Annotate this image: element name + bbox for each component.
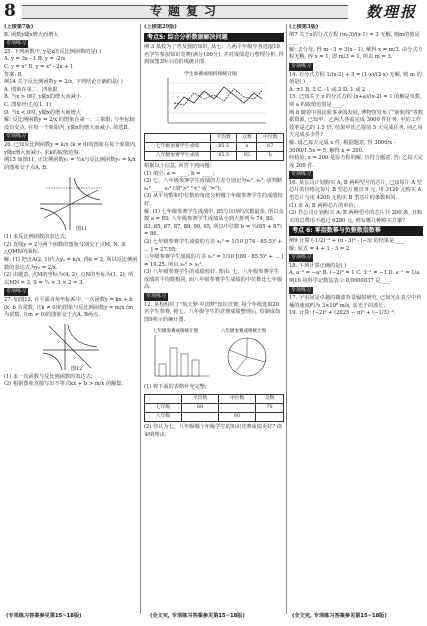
text-line: (3) 从平均数和中位数的角度分析哪个年级参赛学生的成绩较好.: [144, 193, 283, 207]
text-line: (2) 七年级参赛学生成绩的方差 s₁² = 1/10 [(74 - 85.5)² + ... ] = 27.05;: [144, 238, 283, 253]
exercise-label: 专项练习: [6, 133, 27, 140]
bar-chart-title: 七年级参赛成绩统计图: [153, 329, 198, 335]
text-line: 14. 若分式方程 1/(x-2) + 3 = (1-x)/(2-x) 无解, 则 m 的值是( ): [289, 71, 422, 86]
text-line: 17. 宇宙间是卓越的微波背景辐射研究, 已知光在真空中传播的速度约为 3×10⁸ m/s, 求光子的波长.: [289, 295, 422, 309]
fill-in-table: 平均数 中位数 众数 七年级 80 70 八年级 80: [144, 394, 284, 422]
text-line: 25. 下列函数中, y是x的反比例函数的是( ): [4, 48, 102, 55]
brand-logo: 数理报: [365, 3, 417, 21]
text-line: 根据以上信息, 回答下列问题:: [144, 162, 212, 169]
chart-title: 学生参赛成绩折线统计图: [184, 71, 237, 77]
text-line: 解: 原式 = 4 + 1 - 3 = 2.: [289, 245, 351, 252]
text-line: 例14 关于反比例函数y = 2/x, 下列结论正确的是( ): [4, 79, 123, 86]
text-line: A. 图象在第二、四象限: [4, 86, 58, 93]
text-line: 18. 下列计算正确的是( ): [289, 262, 347, 269]
column-divider: [140, 24, 141, 614]
exercise-label: 专项练习: [291, 286, 312, 293]
column-left: [4, 24, 138, 608]
page-header: [0, 0, 427, 22]
figure-caption: 图12: [71, 365, 83, 372]
text-line: (1) 求反比例函数的表达式;: [4, 234, 67, 241]
text-line: A. y = 3x - 1 B. y = -2/x: [4, 56, 66, 63]
text-line: A. ±1 B. 2 C. -1 或 2 D. 1 或 2: [289, 86, 366, 93]
text-line: (2) 七、八年级参赛学生成绩的方差分别记为s₁², s₂², 请判断s₁² ____ s₂² (填">" "<" 或 "=");: [144, 178, 283, 192]
text-line: 16. 某公司计划购买 A, B 两种型号的芯片, 已知每片 A 型芯片的价格比每片 B 型芯片便宜 9 元, 用 3120 元购买 A 型芯片与用 4200 元购买 B 型芯片的条数相同.: [289, 179, 422, 202]
exercise-label: 专项练习: [291, 171, 312, 178]
topic-heading: 考点 6: 零指数幂与负整数指数幂: [289, 226, 423, 236]
footer-note: (全文完, 专项练习答案参见第15~18版): [292, 613, 387, 619]
figure-caption: 图11: [76, 226, 88, 233]
exercise-label: 专项练习: [291, 254, 312, 261]
text-line: (1) 求一次函数与反比例函数的表达式;: [4, 373, 93, 380]
text-line: 27. 如图12, 在平面直角坐标系中, 一次函数y = kx + b (k, b 为常数, 且k ≠ 0)的图象与反比例函数y = m/x (m为常数, 且m ≠ 0)的图象交于点A, B两点.: [4, 297, 134, 319]
text-line: 15. 已知关于 x 的分式方程 (x+a)/(x-2) = 1 的解是负数, 则 a 的取值范围是____.: [289, 94, 422, 108]
page-number: 8: [4, 1, 16, 21]
text-line: B. 当x > 0时, y随x的增大而减小: [4, 94, 81, 101]
text-line: 26. 已知反比例函数y = k/x (k ≠ 0)的图象在每个象限内, y随x增大而减小, 求k的取值范围.: [4, 141, 137, 156]
footer-note: (专项练习答案参见第15~18版): [6, 613, 82, 619]
text-line: (3) 八年级参赛学生的成绩较好. 理由: 七、八年级参赛学生成绩的平均数相同, 而八年级参赛学生成绩的中位数比七年级高.: [144, 269, 283, 291]
text-line: C. y = x² D. y = x² - 2x + 1: [4, 63, 74, 70]
text-line: B. 函数y随x增大而增大: [4, 31, 59, 38]
text-line: 例7 关于x的分式方程 (m-3)/(x-1) = 3 无解, 则m的值是____.: [289, 31, 420, 46]
text-line: (1) 填空: a = ____, b = ____;: [144, 170, 215, 177]
column-middle: [144, 24, 284, 608]
column-right: [289, 24, 423, 608]
text-line: 例 3 某校为了普及预防知识, 从七、八两个年级中各选取10名学生参加知识竞赛(满分100分), 并对成绩进行整理分析, 得到如图3所示的折线统计图.: [144, 44, 284, 66]
text-line: (2) 你认为七、八年级哪个年级学生的知识竞赛成绩更好? 请说明理由.: [144, 424, 282, 438]
text-line: 解: 反比例函数y = 2/x 的图象在第一、三象限, 与坐标轴没有交点, 在每一个象限内, y随x的增大而减小. 故选B.: [4, 117, 135, 131]
text-line: (2) 由题意, 点M的坐标为(4, 2), 点N的坐标为(1, 2), 所以MN = 3, S = ½ × 3 × 2 = 3.: [4, 272, 134, 286]
stats-table: 平均数 众数 中位数 七年级参赛学生成绩 85.5 a 87 八年级参赛学生成绩 85.5 85 b: [144, 133, 284, 161]
text-line: 八年级参赛学生成绩的方差 s₂² = 1/10 [(80 - 85.5)² + ... ] = 19.25. 所以 s₁² > s₂².: [144, 254, 284, 268]
column-divider: [286, 24, 287, 614]
continued-note: (上接第7版): [4, 24, 34, 30]
exercise-label: 专项练习: [6, 288, 27, 295]
text-line: 答案: B: [4, 71, 22, 78]
text-line: 解: 设乙每天完成 x 件, 根据题意, 得 3000/x - 3000/1.5x = 5, 解得 x = 200.: [289, 139, 396, 154]
figure-11-graph: [36, 174, 106, 232]
pie-chart-title: 八年级参赛成绩统计图: [221, 329, 266, 335]
text-line: (1) 求 A, B 两种芯片的单价;: [289, 202, 356, 209]
text-line: 解: (1) 七年级参赛学生成绩中, 85分出现的次数最多, 所以众数 a = 85; 八年级参赛学生成绩从小到大排列为 74, 80, 83, 85, 87, 87, 88, 90, 95, 所以中位数 b = ½(85 + 87) = 86.: [144, 208, 284, 238]
text-line: D. 当x < 0时, y随x的增大而增大: [4, 109, 81, 116]
text-line: 例10 用科学记数法表示 0.0000037 是____.: [289, 278, 393, 284]
text-line: (2) 若公司计划购买 A, B 两种型号的芯片共 200 条, 且购买的总费用不超过 6280 元, 则有哪几种购买方案?: [289, 210, 423, 224]
bar-and-pie-figure: [149, 326, 279, 382]
continued-note: (上接第29版): [144, 24, 177, 30]
text-line: (2) 直线y = 2与两个函数的图象分别交于点M, N, 求△OMN的面积.: [4, 241, 126, 256]
text-line: 例9 计算 (-1/2)⁻² + (π - 3)⁰ - |−3| 的结果是____.: [289, 238, 407, 245]
exercise-label: 专项练习: [146, 293, 167, 300]
text-line: 19. 计算: (−2)³ + (2025 − π)⁰ + (−1/3)⁻².: [289, 310, 396, 317]
exercise-label: 专项练习: [291, 62, 312, 69]
text-line: (2) 根据图象直接写出不等式kx + b > m/x 的解集.: [4, 381, 124, 388]
topic-heading: 考点5: 综合分析数据解决问题: [144, 33, 284, 43]
text-line: 例15 如图11, 正比例函数y₁ = ½x与反比例函数y₂ = k/x的图象交于点A, B.: [4, 157, 136, 171]
text-line: 经检验, x = 200 是原方程的解, 且符合题意. 答: 乙每天完成 200 件.: [289, 155, 423, 169]
text-line: A. a⁻³ = −a³ B. (−2)⁰ = 1 C. 3⁻¹ = −3 D. a⁻¹ = 1/a: [289, 270, 420, 277]
page-title: 专题复习: [150, 4, 223, 18]
line-chart-figure: [154, 69, 274, 131]
text-line: 例 8 随着中国民航事业的发展, 博物馆发布了"新航线"等数据资源, 已知甲、乙两人各需完成 3000 件任务, 甲的工作效率是乙的 1.5 倍, 结果甲比乙提前 5 天完成任务, 问乙每天完成多少件?: [289, 109, 423, 139]
text-line: 解: (1) 把点A(2, 1)代入y₂ = k/x, 得k = 2, 所以反比例函数的表达式为y₂ = 2/x.: [4, 257, 138, 271]
text-line: (1) 将下面的表格补充完整;: [144, 384, 207, 391]
figure-12-graph: [41, 322, 101, 372]
continued-note: (上接第3版): [289, 24, 319, 30]
text-line: 12. 某校组织了"航天梦·中国梦"知识竞赛, 每个年级选取20名学生参赛, 将七、八年级学生的竞赛成绩整理后, 绘制成如图9所示的统计图.: [144, 301, 281, 323]
exercise-label: 专项练习: [6, 40, 27, 47]
footer-note: (全文完, 专项练习答案参见第15~18版): [150, 613, 245, 619]
text-line: C. 图象经过点(1, 1): [4, 101, 51, 108]
text-line: 解: 去分母, 得 m - 3 = 3(x - 1), 解得 x = m/3, 由分式方程无解, 得 x = 1, 即 m/3 = 1, 所以 m = 3.: [289, 46, 423, 61]
